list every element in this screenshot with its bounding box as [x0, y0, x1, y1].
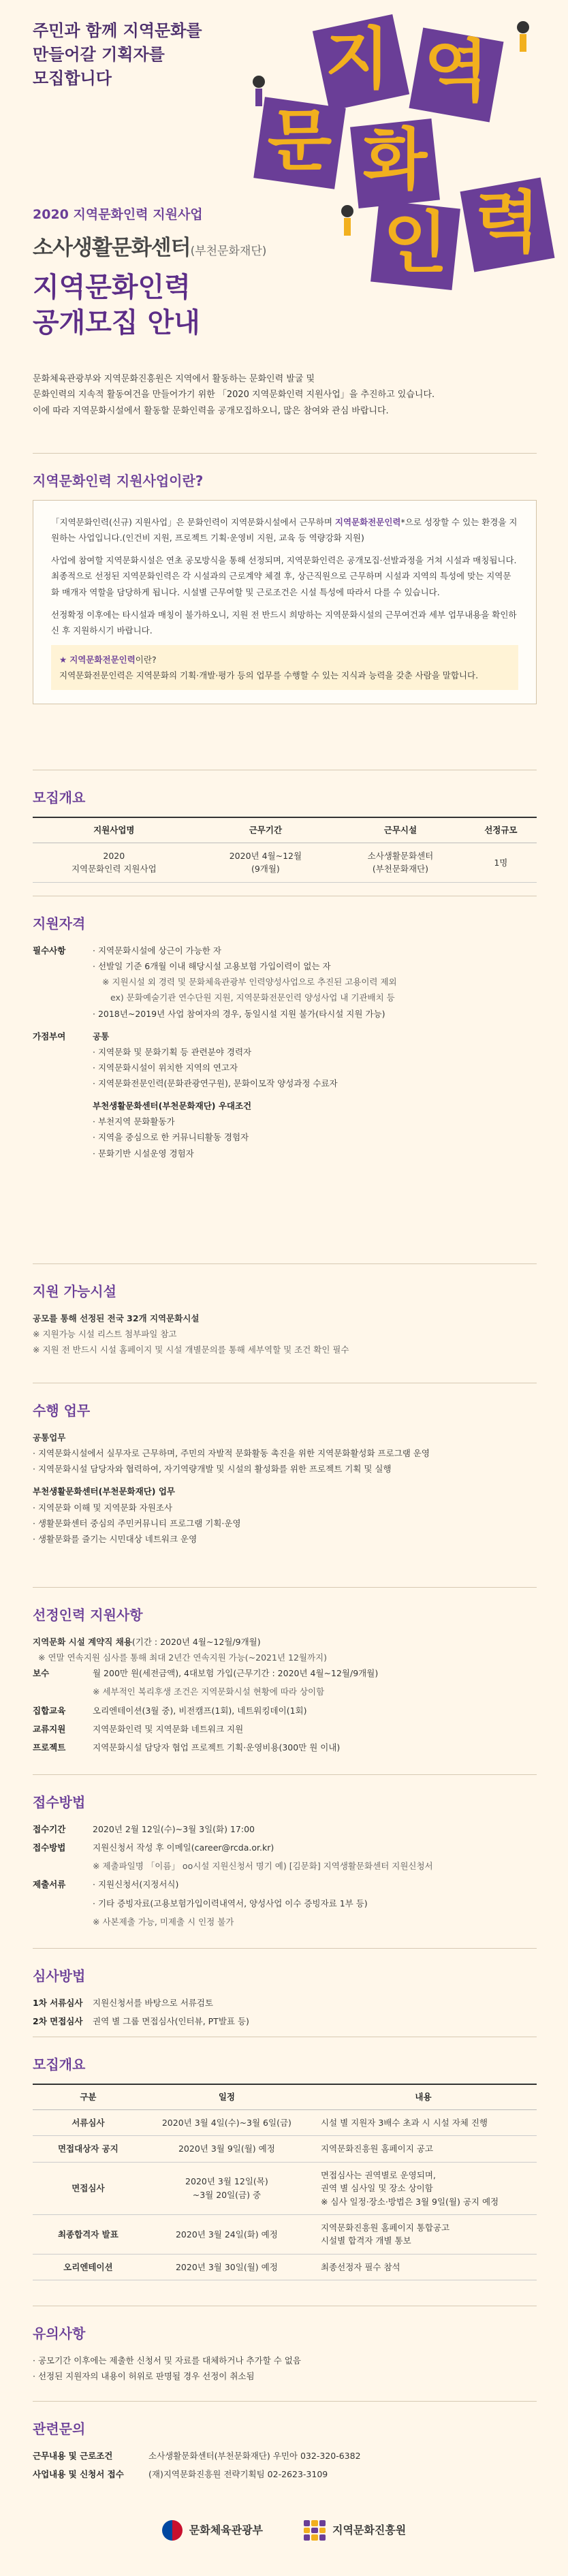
slogan	[33, 19, 202, 90]
section-title: 지원 가능시설	[33, 1283, 116, 1300]
apply-row	[33, 1840, 537, 1855]
list-item: · 생활문화를 즐기는 시민대상 네트워크 운영	[33, 1531, 537, 1547]
row-body: 2020년 2월 12일(수)~3월 3일(화) 17:00	[93, 1824, 255, 1834]
support-row	[33, 1721, 537, 1737]
row-label: 교류지원	[33, 1723, 66, 1734]
text: *으로 성장할 수 있는 환경을 지원하는 사업입니다.(인건비 지원, 프로젝트 기획·운영비 지원, 교육 등 역량강화 지원)	[51, 517, 518, 544]
row-label: 프로젝트	[33, 1742, 66, 1753]
rcda-logo	[304, 2520, 406, 2541]
star-icon: ★	[59, 654, 70, 665]
section-title: 수행 업무	[33, 1402, 91, 1419]
row-label: 근무내용 및 근로조건	[33, 2451, 113, 2461]
support-row	[33, 1684, 537, 1699]
review-row	[33, 1995, 537, 2011]
row-body: 지원신청서 작성 후 이메일(career@rcda.or.kr)	[93, 1842, 274, 1853]
row-body: · 지원신청서(지정서식)	[93, 1876, 537, 1892]
text: 지역문화 시설 계약직 채용	[33, 1637, 132, 1647]
table-row	[33, 2110, 537, 2136]
section-about	[33, 470, 537, 704]
art-char: 역	[424, 33, 489, 110]
table-cell: 2020년 3월 9일(월) 예정	[144, 2136, 310, 2162]
table-cell: 최종합격자 발표	[33, 2214, 144, 2254]
section-title: 모집개요	[33, 789, 86, 806]
note: ※ 지원시설 외 경력 및 문화체육관광부 인력양성사업으로 추진된 고용이력 제외	[102, 977, 397, 988]
table-cell: 2020 지역문화인력 지원사업	[33, 843, 195, 883]
apply-row	[33, 1858, 537, 1874]
section-notes	[33, 2323, 537, 2384]
definition-title	[59, 652, 510, 667]
review-row	[33, 2013, 537, 2029]
table-header-row	[33, 2084, 537, 2110]
row-label: 필수사항	[33, 945, 66, 956]
table-header: 내용	[310, 2084, 537, 2110]
subhead: 부천생활문화센터(부천문화재단) 우대조건	[93, 1101, 252, 1112]
slogan-line: 모집합니다	[33, 68, 112, 88]
row-body: 월 200만 원(세전금액), 4대보험 가입(근무기간 : 2020년 4월~12월/9개월)	[93, 1668, 379, 1679]
note: ※ 연말 연속지원 심사를 통해 최대 2년간 연속지원 가능(~2021년 12월까지)	[38, 1652, 328, 1663]
row-label: 접수기간	[33, 1824, 66, 1834]
art-char: 문	[267, 102, 332, 180]
row-body: ※ 사본제출 가능, 미제출 시 인정 불가	[93, 1916, 234, 1927]
figure-icon	[253, 76, 265, 106]
apply-row	[33, 1896, 537, 1911]
preferences	[33, 1028, 537, 1161]
letter-block	[253, 97, 346, 189]
art-char: 화	[362, 121, 428, 199]
row-body: ※ 제출파일명 「이름」 oo시설 지원신청서 명기 예) [김문화] 지역생활문화센터 지원신청서	[93, 1861, 433, 1872]
about-paragraph: 선정확정 이후에는 타시설과 매칭이 불가하오니, 지원 전 반드시 희망하는 지역문화시설의 근무여건과 세부 업무내용을 확인하신 후 지원하시기 바랍니다.	[51, 609, 517, 635]
contact-row	[33, 2466, 537, 2482]
row-label: 사업내용 및 신청서 접수	[33, 2469, 124, 2480]
table-cell: 지역문화진흥원 홈페이지 통합공고 시설별 합격자 개별 통보	[310, 2214, 537, 2254]
row-label: 2차 면접심사	[33, 2016, 83, 2027]
schedule-table	[33, 2084, 537, 2280]
hero	[0, 0, 568, 416]
slogan-line: 만들어갈 기획자를	[33, 44, 165, 64]
table-cell: 면접대상자 공지	[33, 2136, 144, 2162]
subhead: 공통	[93, 1031, 110, 1041]
employment-period	[33, 1634, 537, 1650]
divider	[33, 1263, 537, 1264]
org-name: 지역문화진흥원	[332, 2524, 407, 2537]
row-body: 지원신청서를 바탕으로 서류검토	[93, 1998, 213, 2008]
list-item: · 지역을 중심으로 한 커뮤니티활동 경험자	[93, 1129, 537, 1145]
table-row	[33, 2214, 537, 2254]
section-support	[33, 1604, 537, 1758]
section-overview	[33, 787, 537, 883]
about-paragraph	[51, 514, 518, 546]
list-item: · 선발일 기준 6개월 이내 해당시설 고용보험 가입이력이 없는 자	[93, 958, 537, 974]
table-header: 구분	[33, 2084, 144, 2110]
row-label: 보수	[33, 1668, 50, 1679]
list-item: · 지역문화시설이 위치한 지역의 연고자	[93, 1060, 537, 1075]
row-label: 1차 서류심사	[33, 1998, 83, 2008]
letter-block	[460, 177, 554, 272]
table-cell: 2020년 4월~12월 (9개월)	[195, 843, 336, 883]
note: ※ 지원 전 반드시 시설 홈페이지 및 시설 개별문의를 통해 세부역할 및 조건 확인 필수	[33, 1345, 349, 1355]
section-title: 선정인력 지원사항	[33, 1607, 143, 1623]
table-header: 근무기간	[195, 817, 336, 843]
about-box	[33, 500, 537, 704]
row-label	[33, 1896, 93, 1911]
divider	[33, 453, 537, 454]
letter-block	[409, 27, 503, 122]
letter-block	[313, 14, 409, 111]
definition-body: 지역문화전문인력은 지역문화의 기획·개발·평가 등의 업무를 수행할 수 있는 지식과 능력을 갖춘 사람을 말합니다.	[59, 670, 479, 680]
section-title: 모집개요	[33, 2056, 86, 2073]
row-body: (재)지역문화진흥원 전략기획팀 02-2623-3109	[148, 2469, 328, 2480]
row-body: 권역 별 그룹 면접심사(인터뷰, PT발표 등)	[93, 2016, 249, 2027]
intro-line: 문화체육관광부와 지역문화진흥원은 지역에서 활동하는 문화인력 발굴 및	[33, 374, 315, 384]
table-cell: 시설 별 지원자 3배수 초과 시 시설 자체 진행	[310, 2110, 537, 2136]
row-body	[93, 1028, 537, 1161]
section-title: 유의사항	[33, 2325, 86, 2342]
overview-table	[33, 817, 537, 883]
about-paragraph: 사업에 참여할 지역문화시설은 연초 공모방식을 통해 선정되며, 지역문화인력은 공개모집·선발과정을 거쳐 시설과 매칭됩니다. 최종적으로 선정된 지역문화인력은 각 시설과의 근로계약 체결 후, 상근직원으로 근무하며 시설과 지역의 특성에 맞는 지역문화 매개자 역할을 담당하게 됩니다. 시설별 근무여할 및 근로조건은 시설 특성에 따라서 다를 수 있습니다.	[51, 555, 517, 597]
list-item: · 부천지역 문화활동가	[93, 1114, 537, 1129]
section-qualifications	[33, 913, 537, 1164]
table-header: 일정	[144, 2084, 310, 2110]
list-item: · 지역문화 이해 및 지역문화 자원조사	[33, 1500, 537, 1515]
facilities-head: 공모를 통해 선정된 전국 32개 지역문화시설	[33, 1313, 200, 1323]
highlight: 지역문화전문인력	[334, 517, 401, 527]
text: 지역문화전문인력	[69, 654, 136, 665]
apply-row	[33, 1876, 537, 1892]
row-body: 오리엔테이션(3월 중), 비전캠프(1회), 네트워킹데이(1회)	[93, 1705, 307, 1716]
section-schedule	[33, 2054, 537, 2280]
footer-logos	[0, 2520, 568, 2541]
table-cell: 2020년 3월 30일(월) 예정	[144, 2254, 310, 2280]
text: (기간 : 2020년 4월~12월/9개월)	[131, 1637, 261, 1647]
hero-text	[33, 204, 414, 341]
section-title: 지원자격	[33, 915, 86, 932]
figure-icon	[517, 21, 529, 52]
row-label	[33, 1914, 93, 1930]
list-item: · 생활문화센터 중심의 주민커뮤니티 프로그램 기획·운영	[33, 1515, 537, 1531]
table-header: 근무시설	[336, 817, 465, 843]
center-name	[33, 232, 414, 266]
row-label: 가점부여	[33, 1031, 66, 1041]
row-label: 집합교육	[33, 1705, 66, 1716]
divider	[33, 1774, 537, 1775]
row-body	[93, 943, 537, 1022]
table-header-row	[33, 817, 537, 843]
table-cell: 지역문화진흥원 홈페이지 공고	[310, 2136, 537, 2162]
support-row	[33, 1665, 537, 1681]
page-title	[33, 270, 414, 341]
requirements	[33, 943, 537, 1022]
org-name: 문화체육관광부	[189, 2524, 263, 2537]
section-title: 관련문의	[33, 2421, 86, 2437]
subhead: 공통업무	[33, 1432, 66, 1443]
section-contact	[33, 2418, 537, 2485]
art-char: 력	[475, 184, 540, 262]
program-year: 2020 지역문화인력 지원사업	[33, 207, 203, 222]
title-line: 공개모집 안내	[33, 307, 200, 339]
list-item: · 2018년~2019년 사업 참여자의 경우, 동일시설 지원 불가(타시설 지원 가능)	[93, 1006, 537, 1022]
support-row	[33, 1740, 537, 1755]
subhead: 부천생활문화센터(부천문화재단) 업무	[33, 1486, 175, 1497]
table-cell: 오리엔테이션	[33, 2254, 144, 2280]
title-line: 지역문화인력	[33, 271, 191, 303]
table-cell: 면접심사는 권역별로 운영되며, 권역 별 심사일 및 장소 상이함 ※ 심사 일정·장소·방법은 3월 9일(월) 공지 예정	[310, 2162, 537, 2214]
table-row	[33, 2254, 537, 2280]
row-label: 제출서류	[33, 1879, 66, 1890]
row-body: · 기타 증빙자료(고용보험가입이력내역서, 양성사업 이수 증빙자료 1부 등)	[93, 1896, 537, 1911]
row-label	[33, 1858, 93, 1874]
definition-box	[51, 645, 518, 690]
section-facilities	[33, 1281, 537, 1357]
table-header: 선정규모	[465, 817, 537, 843]
list-item: · 문화기반 시설운영 경험자	[93, 1146, 537, 1161]
table-header: 지원사업명	[33, 817, 195, 843]
section-review	[33, 1965, 537, 2032]
intro-line: 문화인력의 지속적 활동여건을 만들어가기 위한 「2020 지역문화인력 지원사업」을 추진하고 있습니다.	[33, 390, 435, 400]
mcst-logo	[162, 2520, 263, 2541]
row-label: 접수방법	[33, 1842, 66, 1853]
section-apply	[33, 1791, 537, 1932]
center-name-sub: (부천문화재단)	[190, 245, 267, 259]
table-cell: 2020년 3월 12일(목) ~3월 20일(금) 중	[144, 2162, 310, 2214]
text: 「지역문화인력(신규) 지원사업」은 문화인력이 지역문화시설에서 근무하며	[51, 517, 335, 527]
table-cell: 면접심사	[33, 2162, 144, 2214]
table-cell: 서류심사	[33, 2110, 144, 2136]
row-body: 지역문화인력 및 지역문화 네트워크 지원	[93, 1723, 244, 1734]
support-row	[33, 1703, 537, 1718]
intro-text	[33, 371, 550, 419]
art-char: 인	[383, 204, 448, 282]
letter-block	[350, 119, 440, 208]
row-body: 소사생활문화센터(부천문화재단) 우민아 032-320-6382	[148, 2451, 361, 2461]
row-body: ※ 세부적인 복리후생 조건은 지역문화시설 현황에 따라 상이함	[93, 1686, 325, 1697]
apply-row	[33, 1914, 537, 1930]
list-item: · 선정된 지원자의 내용이 허위로 판명될 경우 선정이 취소됨	[33, 2368, 537, 2384]
text: 이란?	[135, 654, 157, 665]
row-label	[33, 1684, 93, 1699]
note: ex) 문화예술기관 연수단원 지원, 지역문화전문인력 양성사업 내 기관배치 등	[110, 992, 395, 1003]
divider	[33, 1948, 537, 1949]
intro-line: 이에 따라 지역문화시설에서 활동할 문화인력을 공개모집하오니, 많은 참여와 관심 바랍니다.	[33, 405, 389, 416]
table-row	[33, 2162, 537, 2214]
apply-row	[33, 1821, 537, 1837]
section-title: 접수방법	[33, 1794, 86, 1810]
center-name-main: 소사생활문화센터	[33, 236, 191, 261]
table-cell: 소사생활문화센터 (부천문화재단)	[336, 843, 465, 883]
table-cell: 2020년 3월 4일(수)~3월 6일(금)	[144, 2110, 310, 2136]
list-item: · 지역문화시설 담당자와 협력하여, 자기역량개발 및 시설의 활성화를 위한 프로젝트 기획 및 실행	[33, 1461, 537, 1477]
table-cell: 최종선정자 필수 참석	[310, 2254, 537, 2280]
table-cell: 2020년 3월 24일(화) 예정	[144, 2214, 310, 2254]
section-title: 지역문화인력 지원사업이란?	[33, 473, 204, 489]
contact-row	[33, 2448, 537, 2464]
slogan-line: 주민과 함께 지역문화를	[33, 21, 202, 40]
table-row	[33, 2136, 537, 2162]
list-item: · 지역문화시설에서 실무자로 근무하며, 주민의 자발적 문화활동 촉진을 위한 지역문화활성화 프로그램 운영	[33, 1445, 537, 1461]
row-body: 지역문화시설 담당자 협업 프로젝트 기획·운영비용(300만 원 이내)	[93, 1742, 341, 1753]
divider	[33, 1587, 537, 1588]
note: ※ 지원가능 시설 리스트 첨부파일 참고	[33, 1329, 177, 1340]
divider	[33, 2401, 537, 2402]
section-title: 심사방법	[33, 1968, 86, 1984]
taegeuk-icon	[162, 2520, 183, 2541]
section-duties	[33, 1400, 537, 1547]
list-item: · 지역문화시설에 상근이 가능한 자	[93, 943, 537, 958]
grid-mark-icon	[304, 2520, 326, 2541]
table-cell: 1명	[465, 843, 537, 883]
list-item: · 공모기간 이후에는 제출한 신청서 및 자료를 대체하거나 추가할 수 없음	[33, 2353, 537, 2368]
list-item: · 지역문화전문인력(문화관광연구원), 문화이모작 양성과정 수료자	[93, 1075, 537, 1091]
list-item: · 지역문화 및 문화기획 등 관련분야 경력자	[93, 1044, 537, 1060]
table-row	[33, 843, 537, 883]
art-char: 지	[325, 20, 390, 98]
